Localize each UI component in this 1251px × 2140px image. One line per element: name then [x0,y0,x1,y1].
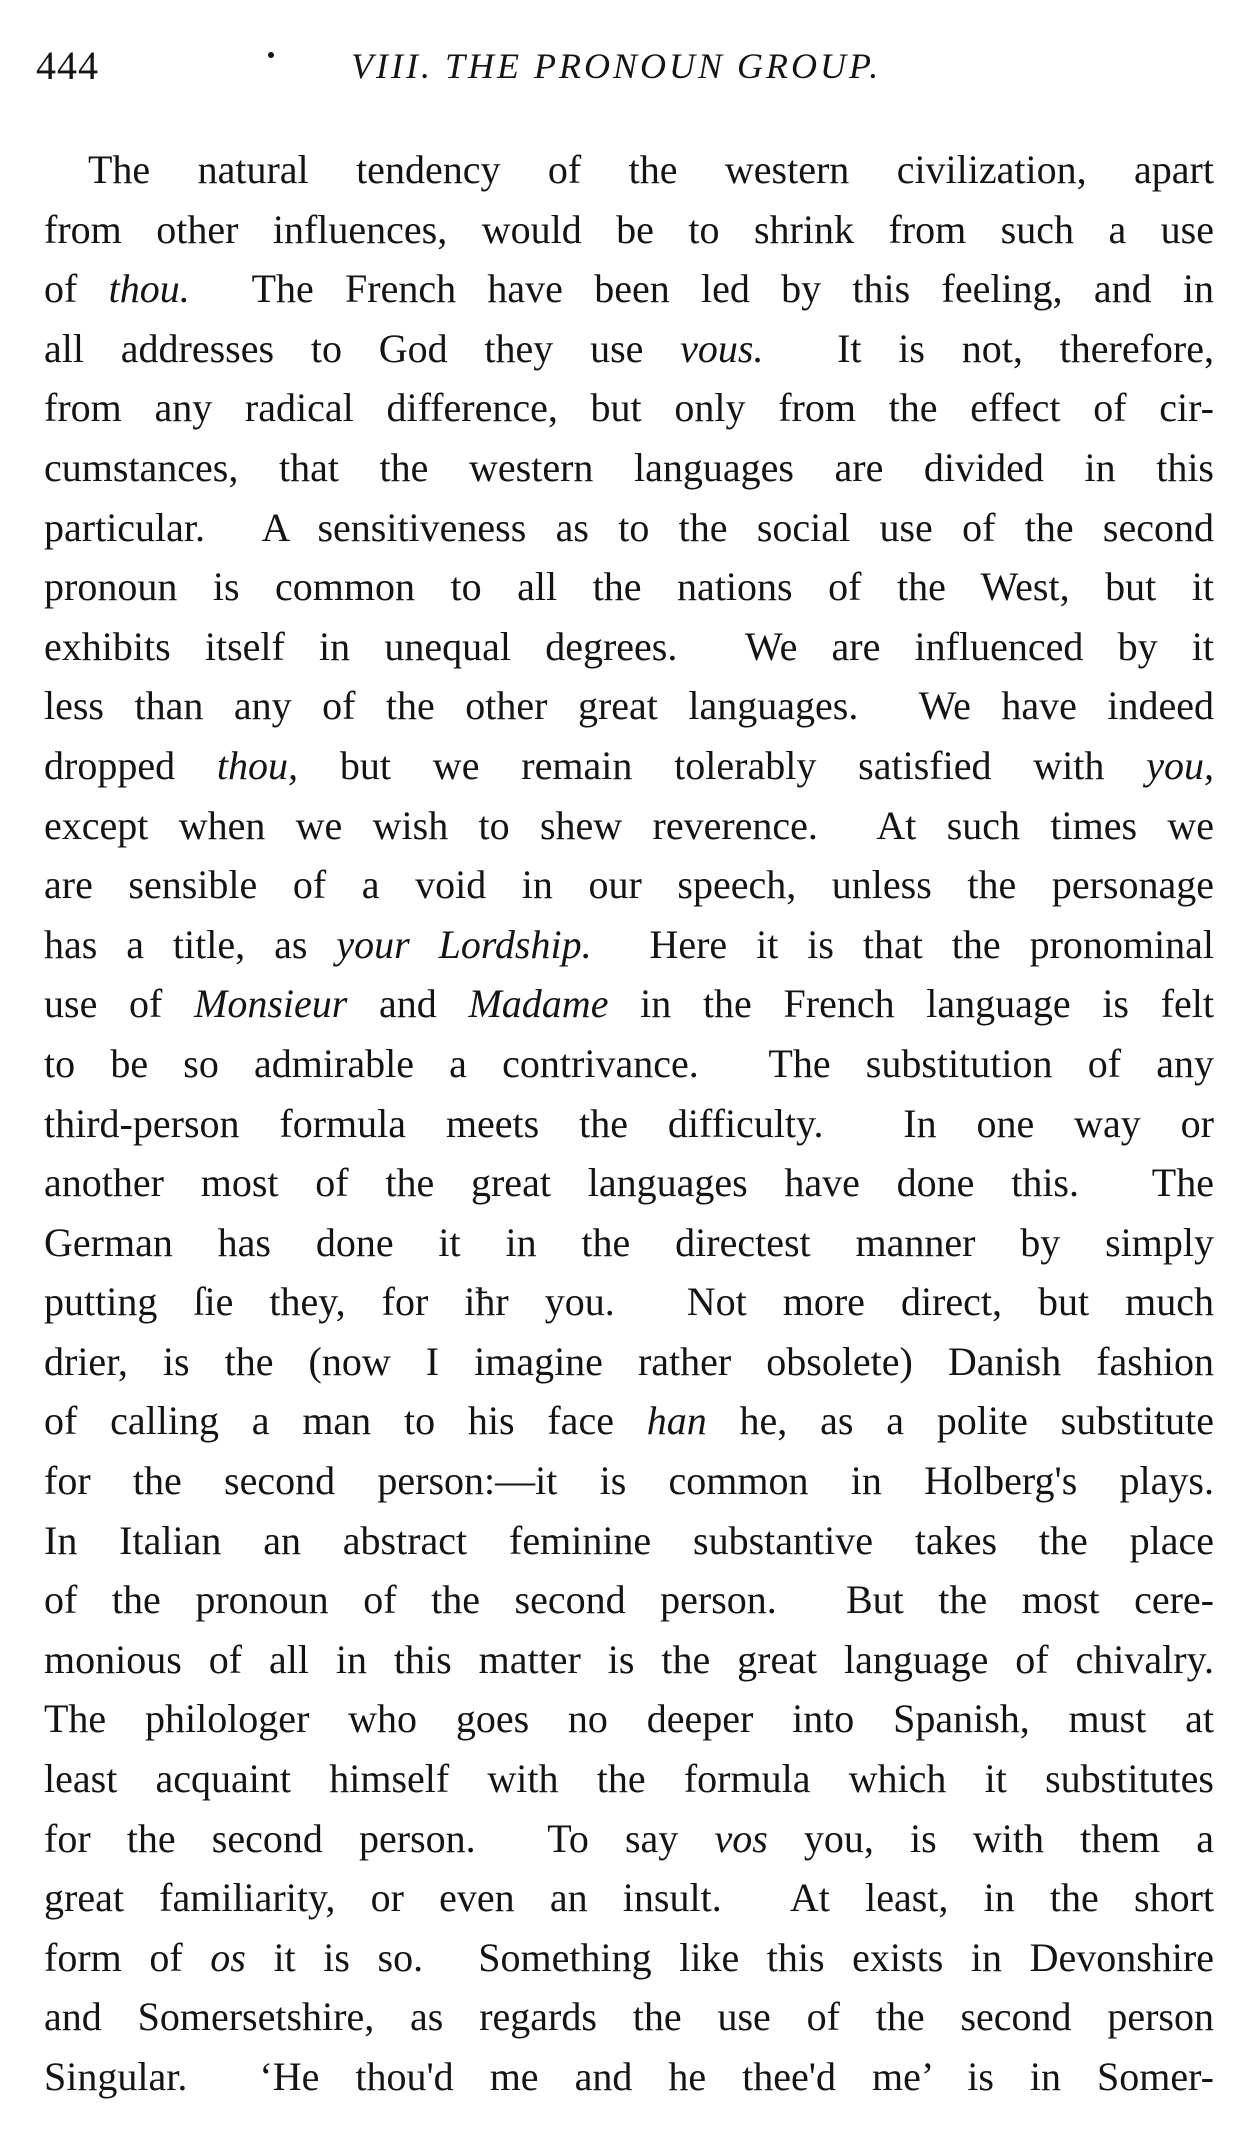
text-segment: exhibits itself in unequal degrees. We are influenced by it [44,623,1214,669]
text-line [44,1034,1214,1094]
page-number: 444 [36,43,99,88]
text-line [44,1987,1214,2047]
text-segment: great familiarity, or even an insult. At least, in the short [44,1875,1214,1921]
text-line [44,557,1214,617]
text-line [44,1391,1214,1451]
text-segment: in the French language is felt [608,981,1214,1027]
text-line [44,438,1214,498]
text-segment: but we remain tolerably satisfied with [298,742,1147,788]
text-segment: less than any of the other great languages. We have indeed [44,683,1214,729]
text-line [44,498,1214,558]
text-segment: from any radical difference, but only from the effect of cir- [44,385,1214,431]
text-line [44,1928,1214,1988]
italic-text: Madame [468,981,609,1027]
italic-text: you, [1146,742,1214,788]
text-segment: another most of the great languages have done this. The [44,1160,1214,1206]
text-segment: except when we wish to shew reverence. At such times we [44,802,1214,848]
text-line [44,1689,1214,1749]
text-segment: it is so. Something like this exists in Devonshire [245,1934,1214,1980]
text-line [44,736,1214,796]
text-segment: for the second person:—it is common in Holberg's plays. [44,1458,1214,1504]
text-segment: and Somersetshire, as regards the use of the second person [44,1994,1214,2040]
text-segment: pronoun is common to all the nations of the West, but it [44,564,1214,610]
text-segment: putting ſie they, for iħr you. Not more direct, but much [44,1279,1214,1325]
text-line [44,855,1214,915]
text-line [44,1809,1214,1869]
text-line [44,1749,1214,1809]
text-segment: he, as a polite substitute [706,1398,1214,1444]
text-segment: least acquaint himself with the formula which it substitutes [44,1756,1214,1802]
text-segment: from other influences, would be to shrink from such a use [44,206,1214,252]
text-line [44,1272,1214,1332]
text-segment: for the second person. To say [44,1815,715,1861]
text-segment: of [44,266,109,312]
text-line [44,676,1214,736]
text-segment: are sensible of a void in our speech, unless the personage [44,862,1214,908]
text-segment: German has done it in the directest manner by simply [44,1219,1214,1265]
text-segment: use of [44,981,195,1027]
italic-text: thou. [108,266,190,312]
italic-text: Monsieur [194,981,348,1027]
text-line [44,2047,1214,2107]
text-line [44,1511,1214,1571]
text-segment: of calling a man to his face [44,1398,647,1444]
text-line [44,1630,1214,1690]
text-line [44,1451,1214,1511]
text-line [44,915,1214,975]
text-line [44,200,1214,260]
text-line [44,1570,1214,1630]
text-segment: and [347,981,469,1027]
text-line [44,1213,1214,1273]
text-line [44,319,1214,379]
text-segment: form of [44,1934,211,1980]
text-segment: The philologer who goes no deeper into Spanish, must at [44,1696,1214,1742]
text-line [44,1868,1214,1928]
italic-text: thou, [216,742,299,788]
text-segment: third-person formula meets the difficulty. In one way or [44,1100,1214,1146]
text-segment: monious of all in this matter is the great language of chivalry. [44,1636,1214,1682]
page-header [36,42,1216,102]
text-line [44,1153,1214,1213]
text-segment: of the pronoun of the second person. But the most cere- [44,1577,1214,1623]
text-segment: to be so admirable a contrivance. The substitution of any [44,1040,1214,1086]
running-title: VIII. THE PRONOUN GROUP. [351,46,882,86]
text-line [44,140,1214,200]
text-segment: Singular. ‘He thou'd me and he thee'd me’ is in Somer- [44,2054,1214,2099]
italic-text: han [646,1398,707,1444]
body-text [44,140,1214,2107]
text-segment: It is not, therefore, [763,325,1214,371]
text-segment: Here it is that the pronominal [591,921,1214,967]
text-line [44,617,1214,677]
text-line [44,1332,1214,1392]
text-line [44,796,1214,856]
text-line [44,259,1214,319]
text-segment: has a title, as [44,921,337,967]
text-line [44,1094,1214,1154]
italic-text: vous. [680,325,764,371]
text-segment: cumstances, that the western languages are divided in this [44,444,1214,490]
text-segment: dropped [44,742,217,788]
text-segment: all addresses to God they use [44,325,681,371]
text-segment: The natural tendency of the western civilization, apart [88,147,1214,192]
text-line [44,974,1214,1034]
header-dot [268,52,274,58]
italic-text: your Lordship. [336,921,592,967]
text-segment: drier, is the (now I imagine rather obsolete) Danish fashion [44,1338,1214,1384]
text-segment: In Italian an abstract feminine substantive takes the place [44,1517,1214,1563]
text-segment: The French have been led by this feeling, and in [189,266,1214,312]
text-line [44,378,1214,438]
italic-text: vos [714,1815,768,1861]
text-segment: you, is with them a [767,1815,1214,1861]
italic-text: os [210,1934,246,1980]
text-segment: particular. A sensitiveness as to the social use of the second [44,504,1214,550]
